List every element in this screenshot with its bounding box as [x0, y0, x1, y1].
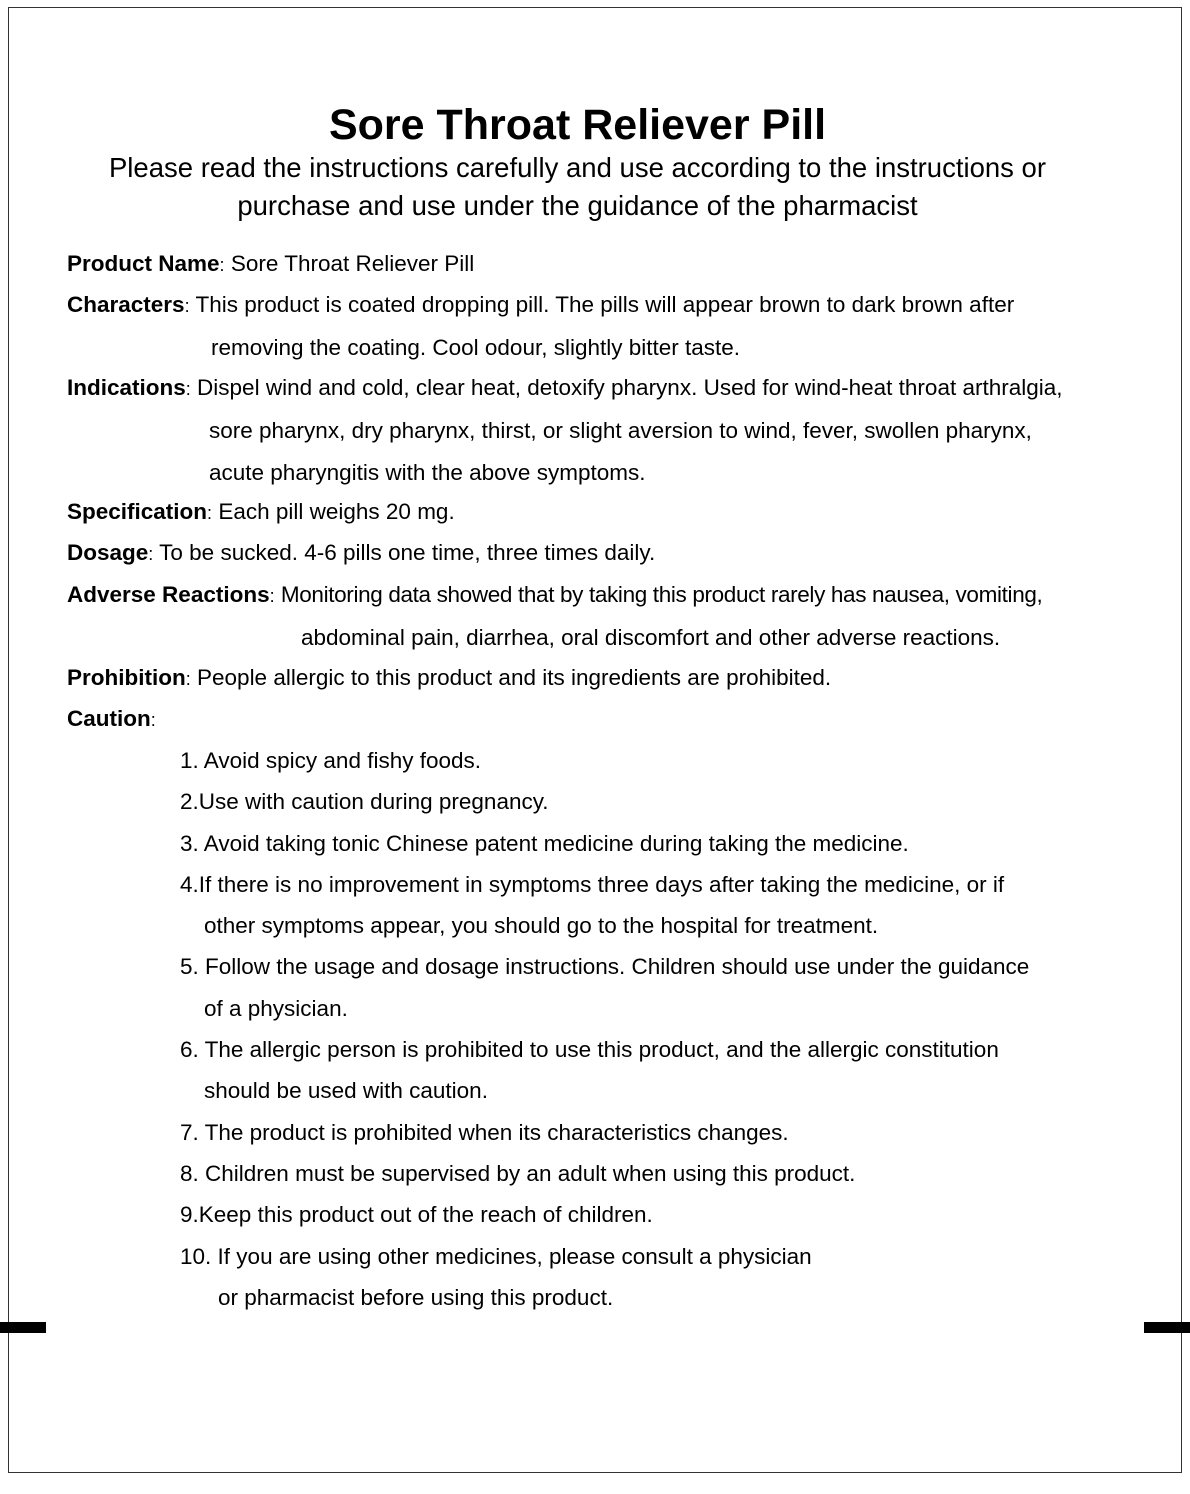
field-value: Each pill weighs 20 mg.: [218, 499, 455, 524]
field-label: Adverse Reactions: [67, 582, 270, 607]
caution-item-text-continued: should be used with caution.: [204, 1078, 488, 1104]
caution-item-1: [180, 740, 1029, 781]
field-label: Caution: [67, 706, 151, 731]
instruction-notice-line-2: purchase and use under the guidance of the pharmacist: [237, 189, 918, 221]
caution-item-4: [180, 864, 1029, 947]
instruction-notice: [0, 149, 1155, 224]
caution-item-8: [180, 1153, 1029, 1194]
field-separator: :: [269, 586, 275, 606]
caution-item-number: 1.: [180, 748, 199, 773]
document-title: Sore Throat Reliever Pill: [328, 101, 827, 149]
caution-item-text: The product is prohibited when its characteristics changes.: [204, 1119, 789, 1145]
left-cut-mark: [0, 1322, 46, 1333]
caution-item-2: [180, 781, 1029, 822]
caution-item-text: If you are using other medicines, please consult a physician: [217, 1243, 812, 1269]
caution-item-number: 2.: [180, 789, 199, 815]
caution-item-number: 6.: [180, 1037, 199, 1063]
right-cut-mark: [1144, 1322, 1190, 1333]
caution-item-6: [180, 1029, 1029, 1112]
field-value: To be sucked. 4-6 pills one time, three times daily.: [159, 540, 656, 565]
field-caution: [67, 698, 156, 741]
field-value-line: abdominal pain, diarrhea, oral discomfort and other adverse reactions.: [301, 625, 1001, 651]
caution-item-number: 9.: [180, 1202, 199, 1228]
field-prohibition: [67, 657, 831, 700]
caution-list: [180, 740, 1029, 1318]
caution-item-text: Follow the usage and dosage instructions. Children should use under the guidance: [205, 954, 1030, 980]
field-separator: :: [150, 710, 156, 730]
field-label: Specification: [67, 499, 208, 524]
caution-item-text-continued: of a physician.: [204, 995, 348, 1021]
field-value: Sore Throat Reliever Pill: [230, 251, 475, 276]
field-label: Dosage: [67, 540, 149, 565]
field-value-line: sore pharynx, dry pharynx, thirst, or slight aversion to wind, fever, swollen pharynx,: [209, 418, 1032, 444]
caution-item-text-continued: or pharmacist before using this product.: [218, 1284, 614, 1310]
field-value: People allergic to this product and its ingredients are prohibited.: [197, 665, 832, 690]
caution-item-text: The allergic person is prohibited to use this product, and the allergic constitution: [204, 1037, 999, 1063]
instruction-notice-line-1: Please read the instructions carefully and use according to the instructions or: [108, 152, 1047, 183]
caution-item-text-continued: other symptoms appear, you should go to the hospital for treatment.: [204, 913, 879, 939]
field-separator: :: [185, 379, 191, 399]
caution-item-text: Keep this product out of the reach of children.: [198, 1202, 653, 1228]
field-label: Prohibition: [67, 665, 186, 690]
field-dosage: [67, 532, 655, 575]
field-separator: :: [185, 669, 191, 689]
caution-item-3: [180, 823, 1029, 864]
caution-item-number: 10.: [180, 1243, 212, 1269]
field-label: Indications: [67, 375, 186, 400]
caution-item-9: [180, 1194, 1029, 1235]
caution-item-number: 5.: [180, 954, 199, 980]
caution-item-number: 3.: [180, 830, 199, 856]
caution-item-text: Use with caution during pregnancy.: [198, 789, 549, 815]
field-value-line: Dispel wind and cold, clear heat, detoxify pharynx. Used for wind-heat throat arthralgia,: [197, 375, 1063, 400]
field-separator: :: [184, 296, 190, 316]
field-label: Characters: [67, 292, 185, 317]
caution-item-number: 8.: [180, 1160, 199, 1186]
caution-item-number: 7.: [180, 1119, 199, 1145]
caution-item-number: 4.: [180, 871, 199, 897]
caution-item-10: [180, 1236, 1029, 1319]
field-characters: [67, 284, 1014, 369]
field-value-line: Monitoring data showed that by taking this product rarely has nausea, vomiting,: [280, 582, 1043, 607]
caution-item-5: [180, 946, 1029, 1029]
field-separator: :: [148, 544, 154, 564]
field-label: Product Name: [67, 251, 220, 276]
field-value-line: This product is coated dropping pill. The pills will appear brown to dark brown after: [195, 292, 1015, 317]
caution-item-text: Avoid taking tonic Chinese patent medicine during taking the medicine.: [203, 830, 909, 856]
field-specification: [67, 491, 455, 534]
caution-item-text: Children must be supervised by an adult when using this product.: [205, 1160, 856, 1186]
field-separator: :: [207, 503, 213, 523]
field-indications: [67, 367, 1063, 493]
caution-item-text: If there is no improvement in symptoms three days after taking the medicine, or if: [198, 871, 1005, 897]
field-product-name: [67, 243, 474, 286]
caution-item-text: Avoid spicy and fishy foods.: [203, 748, 482, 773]
field-separator: :: [219, 255, 225, 275]
caution-item-7: [180, 1112, 1029, 1153]
field-adverse-reactions: [67, 574, 1042, 659]
field-value-line: acute pharyngitis with the above symptoms.: [209, 459, 646, 485]
field-value-line: removing the coating. Cool odour, slightly bitter taste.: [211, 335, 741, 361]
